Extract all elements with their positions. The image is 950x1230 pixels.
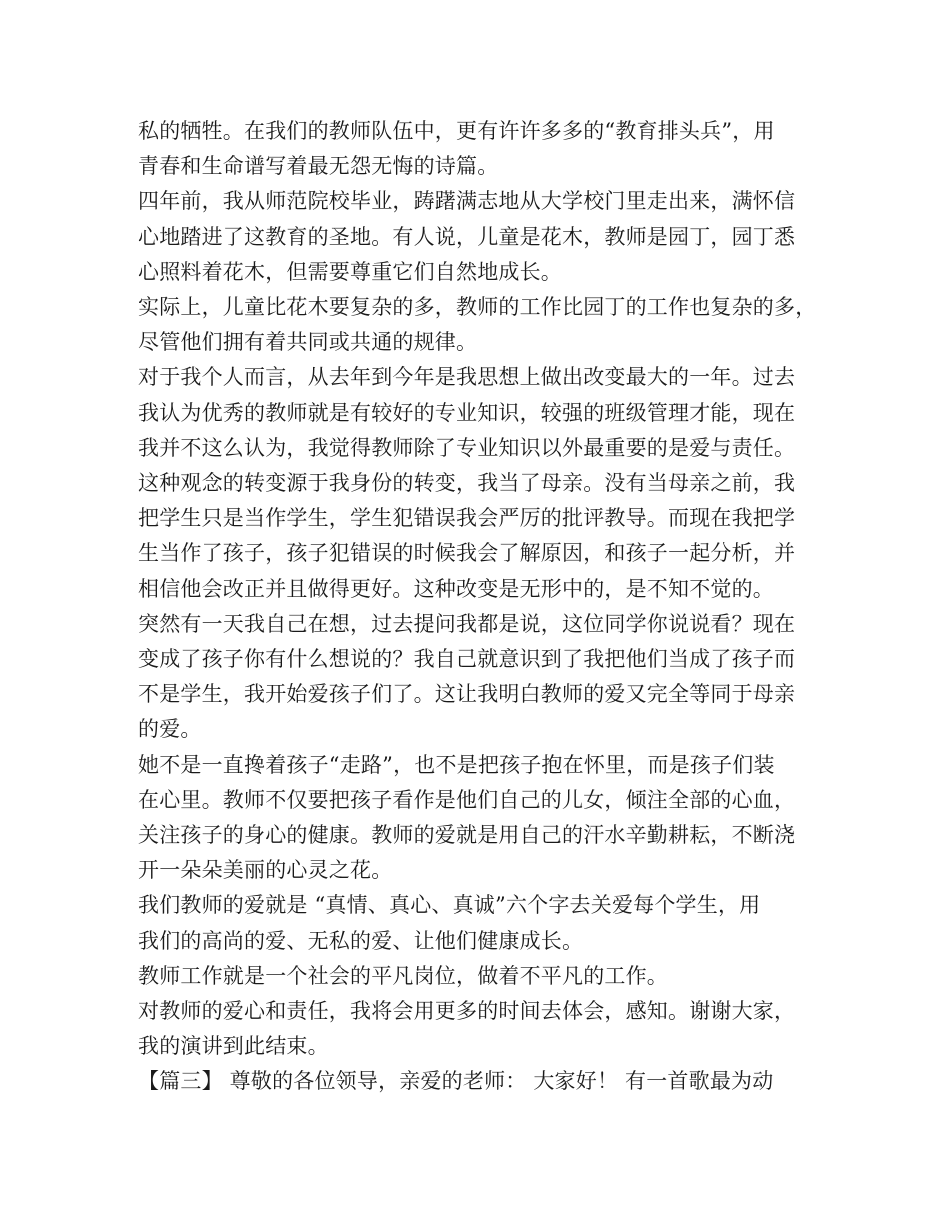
text-line: 开一朵朵美丽的心灵之花。 xyxy=(138,858,393,883)
text-line: 实际上，儿童比花木要复杂的多，教师的工作比园丁的工作也复杂的多， xyxy=(138,295,817,320)
text-line: 四年前，我从师范院校毕业，踌躇满志地从大学校门里走出来，满怀信 xyxy=(138,189,796,214)
paragraph xyxy=(138,748,838,889)
text-line: 尽管他们拥有着共同或共通的规律。 xyxy=(138,330,478,355)
text-line: 私的牺牲。在我们的教师队伍中，更有许许多多的“教育排头兵”，用 xyxy=(138,119,775,143)
document-body xyxy=(138,114,838,1100)
text-line: 把学生只是当作学生，学生犯错误我会严厉的批评教导。而现在我把学 xyxy=(138,506,796,531)
text-line: 这种观念的转变源于我身份的转变，我当了母亲。没有当母亲之前，我 xyxy=(138,471,796,496)
text-line: 不是学生，我开始爱孩子们了。这让我明白教师的爱又完全等同于母亲 xyxy=(138,682,796,707)
paragraph xyxy=(138,466,838,607)
text-line: 相信他会改正并且做得更好。这种改变是无形中的，是不知不觉的。 xyxy=(138,576,774,601)
text-line: 生当作了孩子，孩子犯错误的时候我会了解原因，和孩子一起分析，并 xyxy=(138,541,796,566)
text-line: 关注孩子的身心的健康。教师的爱就是用自己的汗水辛勤耕耘，不断浇 xyxy=(138,823,796,848)
paragraph xyxy=(138,184,838,290)
text-line: 我们的高尚的爱、无私的爱、让他们健康成长。 xyxy=(138,928,584,953)
text-line: 对教师的爱心和责任，我将会用更多的时间去体会，感知。谢谢大家， xyxy=(138,999,796,1024)
text-line: 她不是一直搀着孩子“走路”，也不是把孩子抱在怀里，而是孩子们装 xyxy=(138,752,775,777)
text-line: 对于我个人而言，从去年到今年是我思想上做出改变最大的一年。过去 xyxy=(138,365,796,390)
paragraph xyxy=(138,959,838,994)
text-line: 我的演讲到此结束。 xyxy=(138,1034,329,1059)
paragraph xyxy=(138,360,838,466)
paragraph xyxy=(138,888,838,958)
paragraph xyxy=(138,994,838,1064)
paragraph xyxy=(138,114,838,184)
text-line: 的爱。 xyxy=(138,717,202,742)
paragraph xyxy=(138,1064,838,1099)
text-line: 心照料着花木，但需要尊重它们自然地成长。 xyxy=(138,259,562,284)
text-line: 在心里。教师不仅要把孩子看作是他们自己的儿女，倾注全部的心血， xyxy=(138,787,796,812)
text-line: 青春和生命谱写着最无怨无悔的诗篇。 xyxy=(138,154,499,179)
text-line: 我并不这么认为，我觉得教师除了专业知识以外最重要的是爱与责任。 xyxy=(138,435,796,460)
text-line: 我认为优秀的教师就是有较好的专业知识，较强的班级管理才能，现在 xyxy=(138,400,796,425)
text-line: 突然有一天我自己在想，过去提问我都是说，这位同学你说说看？现在 xyxy=(138,611,796,636)
text-line: 变成了孩子你有什么想说的？我自己就意识到了我把他们当成了孩子而 xyxy=(138,647,796,672)
text-line: 【篇三】 尊敬的各位领导，亲爱的老师： 大家好！ 有一首歌最为动 xyxy=(138,1069,774,1094)
paragraph xyxy=(138,290,838,360)
text-line: 教师工作就是一个社会的平凡岗位，做着不平凡的工作。 xyxy=(138,963,668,988)
paragraph xyxy=(138,607,838,748)
text-line: 心地踏进了这教育的圣地。有人说，儿童是花木，教师是园丁，园丁悉 xyxy=(138,224,796,249)
text-line: 我们教师的爱就是 “真情、真心、真诚”六个字去关爱每个学生，用 xyxy=(138,893,761,918)
